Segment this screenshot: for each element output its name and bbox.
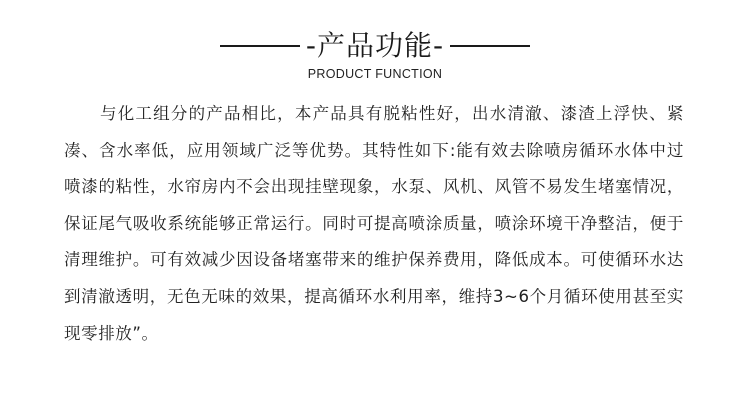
- title-dash-right: -: [433, 29, 445, 62]
- title-text: 产品功能: [316, 29, 433, 62]
- page-subtitle: PRODUCT FUNCTION: [307, 67, 443, 81]
- title-dash-left: -: [305, 29, 317, 62]
- section-heading: [0, 22, 750, 70]
- feature-description-paragraph: 与化工组分的产品相比，本产品具有脱粘性好，出水清澈、漆渣上浮快、紧凑、含水率低，应用领域广泛等优势。其特性如下:能有效去除喷房循环水体中过喷漆的粘性，水帘房内不会出现挂壁现象，水泵、风机、风管不易发生堵塞情况，保证尾气吸收系统能够正常运行。同时可提高喷涂质量，喷涂环境干净整洁，便于清理维护。可有效减少因设备堵塞带来的维护保养费用，降低成本。可使循环水达到清澈透明，无色无味的效果，提高循环水利用率，维持3~6个月循环使用甚至实现零排放”。: [64, 104, 684, 343]
- page-title: [306, 22, 444, 70]
- right-title-rule: [450, 45, 530, 47]
- left-title-rule: [220, 45, 300, 47]
- heading-row: [0, 22, 750, 70]
